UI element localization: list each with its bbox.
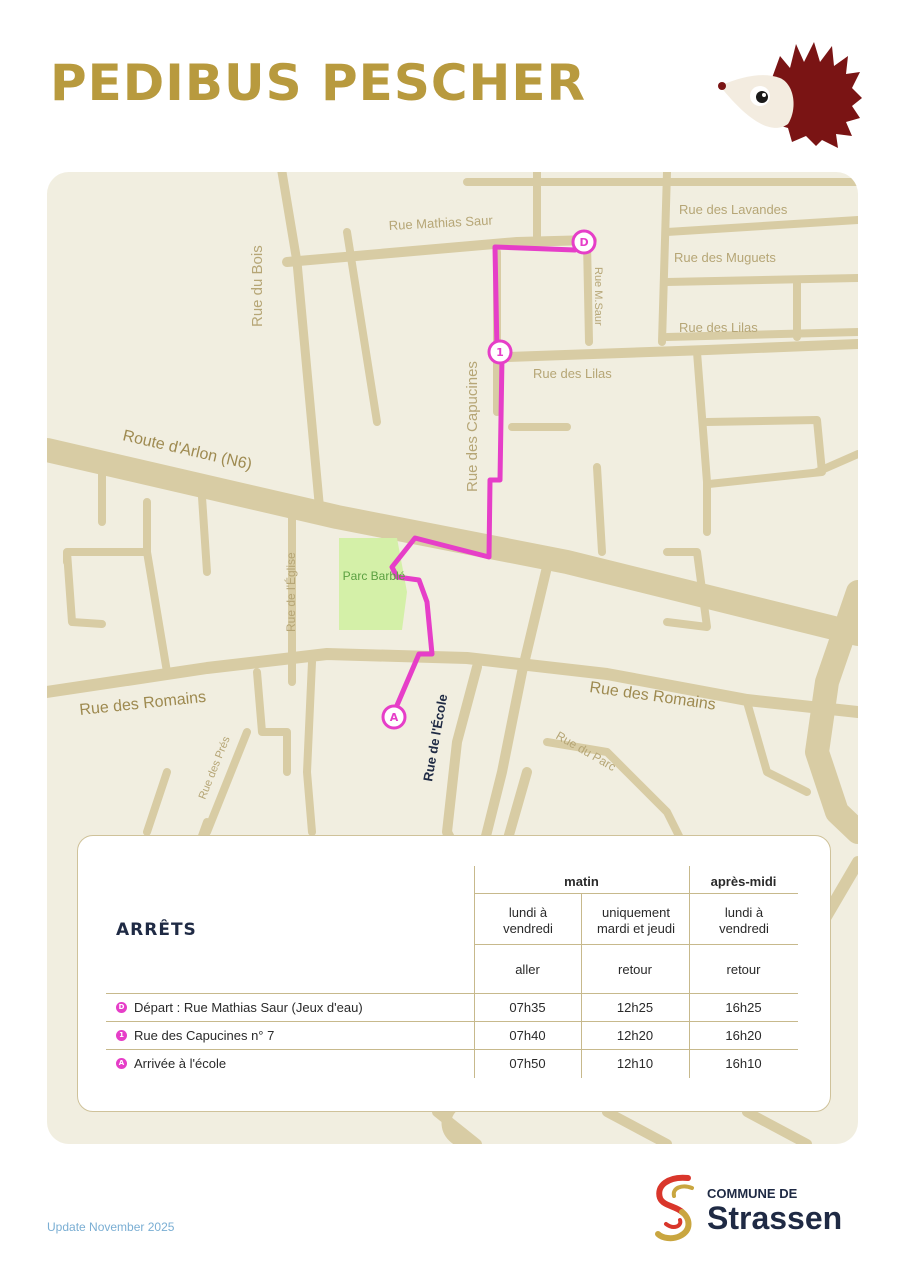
schedule-table: [77, 835, 831, 1112]
direction-col3: retour: [726, 962, 761, 977]
time-cell: 12h20: [616, 1028, 654, 1043]
marker-stop-1-label: 1: [496, 346, 504, 359]
time-cell: 16h20: [725, 1028, 762, 1043]
label-rue-des-romains-left: Rue des Romains: [78, 688, 207, 719]
label-rue-de-l-ecole: Rue de l'École: [420, 692, 451, 783]
label-parc-barble-text: Parc Barblé: [342, 569, 406, 583]
pedibus-route: [392, 242, 584, 717]
label-rue-des-capucines: Rue des Capucines: [464, 361, 481, 492]
direction-col1: aller: [515, 962, 540, 977]
label-parc-barble: [343, 569, 406, 583]
marker-depart: [573, 231, 595, 253]
time-cell: 16h10: [725, 1056, 762, 1071]
hedgehog-logo: [712, 38, 862, 148]
marker-depart-label: D: [579, 236, 589, 249]
time-cell: 12h10: [616, 1056, 654, 1071]
days-col2: uniquement mardi et jeudi: [596, 905, 676, 937]
stop-label: Arrivée à l'école: [134, 1056, 227, 1071]
road: [507, 344, 858, 357]
marker-stop-1: [489, 341, 511, 363]
update-note: Update November 2025: [47, 1220, 175, 1234]
road: [587, 242, 589, 342]
label-rue-des-lilas-right: Rue des Lilas: [679, 320, 758, 335]
page-title: PEDIBUS PESCHER: [50, 54, 587, 112]
road: [597, 467, 602, 552]
direction-col2: retour: [618, 962, 652, 977]
stop-label: Départ : Rue Mathias Saur (Jeux d'eau): [134, 1000, 363, 1015]
days-col3: lundi à vendredi: [719, 905, 769, 937]
label-rue-des-muguets: Rue des Muguets: [674, 250, 776, 265]
road: [307, 662, 312, 832]
parc-barble: [339, 538, 407, 630]
road: [607, 1112, 807, 1144]
road: [667, 220, 858, 232]
label-rue-des-lilas: Rue des Lilas: [533, 366, 612, 381]
road: [67, 462, 167, 672]
road: [707, 420, 822, 484]
label-rue-mathias-saur: Rue Mathias Saur: [388, 212, 494, 233]
time-cell: 12h25: [616, 1000, 654, 1015]
group-apres-midi: après-midi: [710, 874, 777, 889]
road: [747, 702, 807, 792]
label-rue-des-lavandes: Rue des Lavandes: [679, 202, 788, 217]
road: [347, 232, 377, 422]
label-rue-du-parc: Rue du Parc: [553, 728, 619, 774]
days-col1: lundi à vendredi: [503, 905, 553, 937]
road: [282, 172, 319, 502]
commune-logo: [652, 1172, 862, 1244]
logo-strassen: Strassen: [707, 1200, 843, 1236]
time-cell: 07h35: [509, 1000, 546, 1015]
stop-badge: 1: [116, 1030, 127, 1041]
road: [202, 497, 207, 572]
label-rue-des-romains-right: Rue des Romains: [588, 679, 717, 714]
time-cell: 07h40: [509, 1028, 546, 1043]
logo-commune-de: COMMUNE DE: [707, 1186, 798, 1201]
route-map: [47, 172, 858, 1144]
marker-arrivee: [383, 706, 405, 728]
road: [667, 278, 858, 282]
time-cell: 07h50: [509, 1056, 546, 1071]
group-matin: matin: [564, 874, 599, 889]
time-cell: 16h25: [725, 1000, 762, 1015]
strassen-s-icon: [652, 1172, 702, 1244]
label-route-d-arlon: Route d'Arlon (N6): [121, 427, 254, 474]
table-heading: ARRÊTS: [116, 920, 197, 940]
road: [662, 172, 667, 342]
stop-badge: A: [116, 1058, 127, 1069]
marker-arrivee-label: A: [389, 711, 399, 724]
label-rue-de-l-eglise: Rue de l'Église: [284, 552, 298, 632]
stop-label: Rue des Capucines n° 7: [134, 1028, 275, 1043]
road: [697, 352, 707, 532]
label-rue-m-saur: Rue M.Saur: [592, 267, 604, 326]
stop-badge: D: [116, 1002, 127, 1013]
label-rue-du-bois: Rue du Bois: [249, 245, 266, 327]
label-rue-des-pres: Rue des Prés: [196, 734, 233, 802]
